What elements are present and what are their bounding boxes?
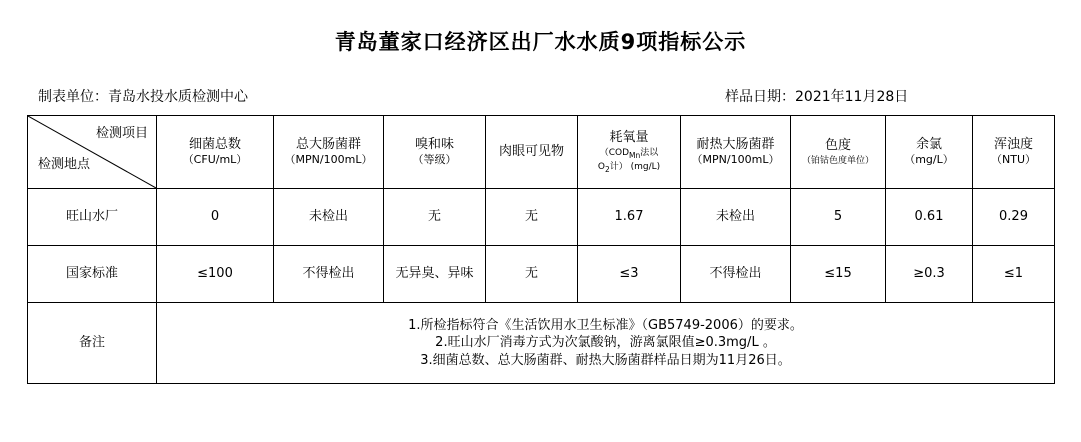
table-cell: 1.67	[578, 189, 681, 246]
col-name: 耐热大肠菌群	[696, 136, 775, 152]
col-name: 色度	[824, 138, 851, 154]
col-unit: （等级）	[412, 153, 457, 167]
note-line: 2.旺山水厂消毒方式为次氯酸钠，游离氯限值≥0.3mg/L 。	[435, 335, 776, 351]
col-header-thermo-coliform	[681, 116, 791, 189]
table-cell: 0.61	[886, 189, 973, 246]
table-cell: ≥0.3	[886, 246, 973, 303]
col-unit: （$COD_{Mn}$法以	[599, 147, 659, 160]
table-row	[28, 189, 1055, 246]
col-name: 耗氧量	[609, 130, 649, 146]
col-unit: （铂钴色度单位）	[801, 155, 874, 166]
table-cell: ≤15	[791, 246, 886, 303]
table-cell: 未检出	[681, 189, 791, 246]
col-header-visible-matter	[486, 116, 578, 189]
col-unit-2: $O_2$计） (mg/L)	[597, 161, 661, 174]
note-line: 1.所检指标符合《生活饮用水卫生标准》（GB5749-2006）的要求。	[408, 317, 803, 333]
corner-location-label: 检测地点	[38, 157, 91, 173]
table-cell: 不得检出	[274, 246, 384, 303]
col-name: 余氯	[915, 136, 942, 152]
notes-content	[157, 303, 1055, 384]
sample-date: 样品日期：2021年11月28日	[725, 89, 909, 105]
col-name: 肉眼可见物	[498, 144, 564, 160]
col-header-odor	[384, 116, 486, 189]
notes-row	[28, 303, 1055, 384]
table-cell: 0	[157, 189, 274, 246]
page-title: 青岛董家口经济区出厂水水质9项指标公示	[334, 30, 747, 54]
col-name: 嗅和味	[414, 136, 454, 152]
table-cell: 无	[486, 246, 578, 303]
col-name: 总大肠菌群	[295, 136, 361, 152]
header-row	[28, 116, 1055, 189]
col-header-coliform	[274, 116, 384, 189]
table-cell: 0.29	[973, 189, 1055, 246]
col-unit: （MPN/100mL）	[284, 153, 373, 167]
table-cell: 无	[384, 189, 486, 246]
col-header-bacteria	[157, 116, 274, 189]
table-cell: 5	[791, 189, 886, 246]
col-header-turbidity	[973, 116, 1055, 189]
col-unit: （MPN/100mL）	[691, 153, 780, 167]
table-cell: 无	[486, 189, 578, 246]
col-unit: （mg/L）	[904, 153, 954, 167]
col-header-color	[791, 116, 886, 189]
col-header-residual-chlorine	[886, 116, 973, 189]
table-cell: 不得检出	[681, 246, 791, 303]
row-label: 旺山水厂	[28, 189, 157, 246]
col-name: 浑浊度	[993, 136, 1033, 152]
corner-header-cell	[28, 116, 157, 189]
water-quality-table	[27, 115, 1055, 384]
table-row	[28, 246, 1055, 303]
table-cell: 未检出	[274, 189, 384, 246]
note-line: 3.细菌总数、总大肠菌群、耐热大肠菌群样品日期为11月26日。	[420, 352, 791, 368]
notes-label: 备注	[28, 303, 157, 384]
table-cell: ≤3	[578, 246, 681, 303]
table-cell: 无异臭、异味	[384, 246, 486, 303]
table-cell: ≤1	[973, 246, 1055, 303]
corner-item-label: 检测项目	[95, 126, 148, 141]
table-cell: ≤100	[157, 246, 274, 303]
issuing-unit: 制表单位：青岛水投水质检测中心	[38, 89, 248, 105]
row-label: 国家标准	[28, 246, 157, 303]
col-header-oxygen-demand	[578, 116, 681, 189]
col-unit: （CFU/mL）	[182, 153, 248, 167]
col-unit: （NTU）	[991, 153, 1036, 167]
col-name: 细菌总数	[188, 136, 241, 152]
